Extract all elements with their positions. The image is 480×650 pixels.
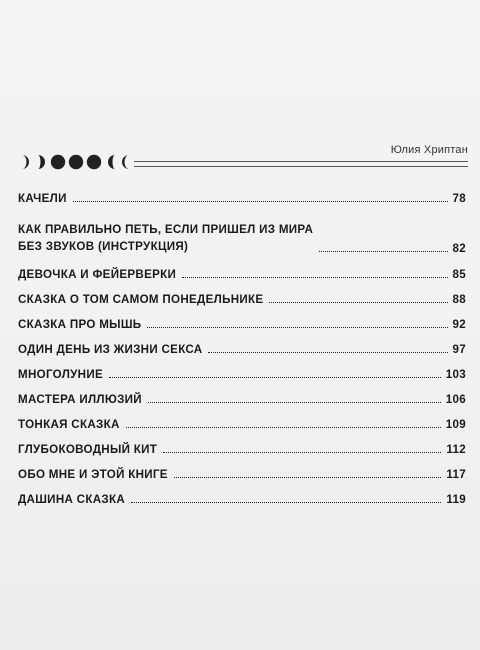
toc-entry-title: МАСТЕРА ИЛЛЮЗИЙ <box>18 393 142 406</box>
toc-page-number: 88 <box>452 293 466 306</box>
dot-leader <box>126 427 441 428</box>
dot-leader <box>174 477 442 478</box>
author-name: Юлия Хриптан <box>390 144 468 156</box>
toc-entry[interactable] <box>18 318 466 331</box>
dot-leader <box>131 502 441 503</box>
toc-page-number: 112 <box>446 443 466 456</box>
toc-entry[interactable] <box>18 368 466 381</box>
moon-phase-icon <box>87 155 101 169</box>
toc-entry-title <box>18 221 313 255</box>
dot-leader <box>319 251 447 252</box>
moon-phase-icon <box>69 155 83 169</box>
toc-page-number: 106 <box>445 393 466 406</box>
dot-leader <box>163 452 441 453</box>
toc-entry[interactable] <box>18 343 466 356</box>
moon-phase-icon <box>122 155 129 169</box>
toc-entry[interactable] <box>18 393 466 406</box>
toc-entry[interactable] <box>18 268 466 281</box>
toc-entry[interactable] <box>18 221 466 255</box>
dot-leader <box>148 402 441 403</box>
toc-page-number: 119 <box>446 493 466 506</box>
toc-page-number: 78 <box>452 192 466 205</box>
toc-entry-title: КАЧЕЛИ <box>18 192 67 205</box>
toc-entry[interactable] <box>18 443 466 456</box>
toc-page-number: 92 <box>452 318 466 331</box>
dot-leader <box>147 327 447 328</box>
toc-entry-title-line: БЕЗ ЗВУКОВ (ИНСТРУКЦИЯ) <box>18 240 189 253</box>
toc-entry-title: ТОНКАЯ СКАЗКА <box>18 418 120 431</box>
toc-entry[interactable] <box>18 192 466 205</box>
dot-leader <box>182 277 447 278</box>
toc-page-number: 109 <box>445 418 466 431</box>
toc-entry-title: СКАЗКА О ТОМ САМОМ ПОНЕДЕЛЬНИКЕ <box>18 293 264 306</box>
toc-entry-title: ГЛУБОКОВОДНЫЙ КИТ <box>18 443 158 456</box>
moon-phase-icon <box>38 155 45 169</box>
toc-page-number: 97 <box>452 343 466 356</box>
dot-leader <box>109 377 441 378</box>
moon-phase-icon <box>108 155 115 169</box>
toc-page-number: 117 <box>446 468 466 481</box>
toc-entry-title: ОБО МНЕ И ЭТОЙ КНИГЕ <box>18 468 168 481</box>
toc-entry-title: ОДИН ДЕНЬ ИЗ ЖИЗНИ СЕКСА <box>18 343 203 356</box>
toc-entry[interactable] <box>18 493 466 506</box>
moon-phases-ornament <box>18 154 130 170</box>
toc-entry[interactable] <box>18 418 466 431</box>
toc-entry-title: ДАШИНА СКАЗКА <box>18 493 126 506</box>
table-of-contents <box>18 192 466 506</box>
toc-page-number: 85 <box>452 268 466 281</box>
dot-leader <box>73 201 448 202</box>
toc-entry[interactable] <box>18 293 466 306</box>
toc-entry[interactable] <box>18 468 466 481</box>
toc-entry-title: ДЕВОЧКА И ФЕЙЕРВЕРКИ <box>18 268 177 281</box>
toc-entry-title-line: КАК ПРАВИЛЬНО ПЕТЬ, ЕСЛИ ПРИШЕЛ ИЗ МИРА <box>18 223 314 236</box>
toc-entry-title: МНОГОЛУНИЕ <box>18 368 103 381</box>
toc-entry-title: СКАЗКА ПРО МЫШЬ <box>18 318 142 331</box>
moon-phase-icon <box>51 155 65 169</box>
dot-leader <box>208 352 447 353</box>
toc-page-number: 103 <box>445 368 466 381</box>
toc-page-number: 82 <box>452 242 466 255</box>
header-rule <box>134 161 468 167</box>
moon-phase-icon <box>22 155 29 169</box>
dot-leader <box>269 302 447 303</box>
